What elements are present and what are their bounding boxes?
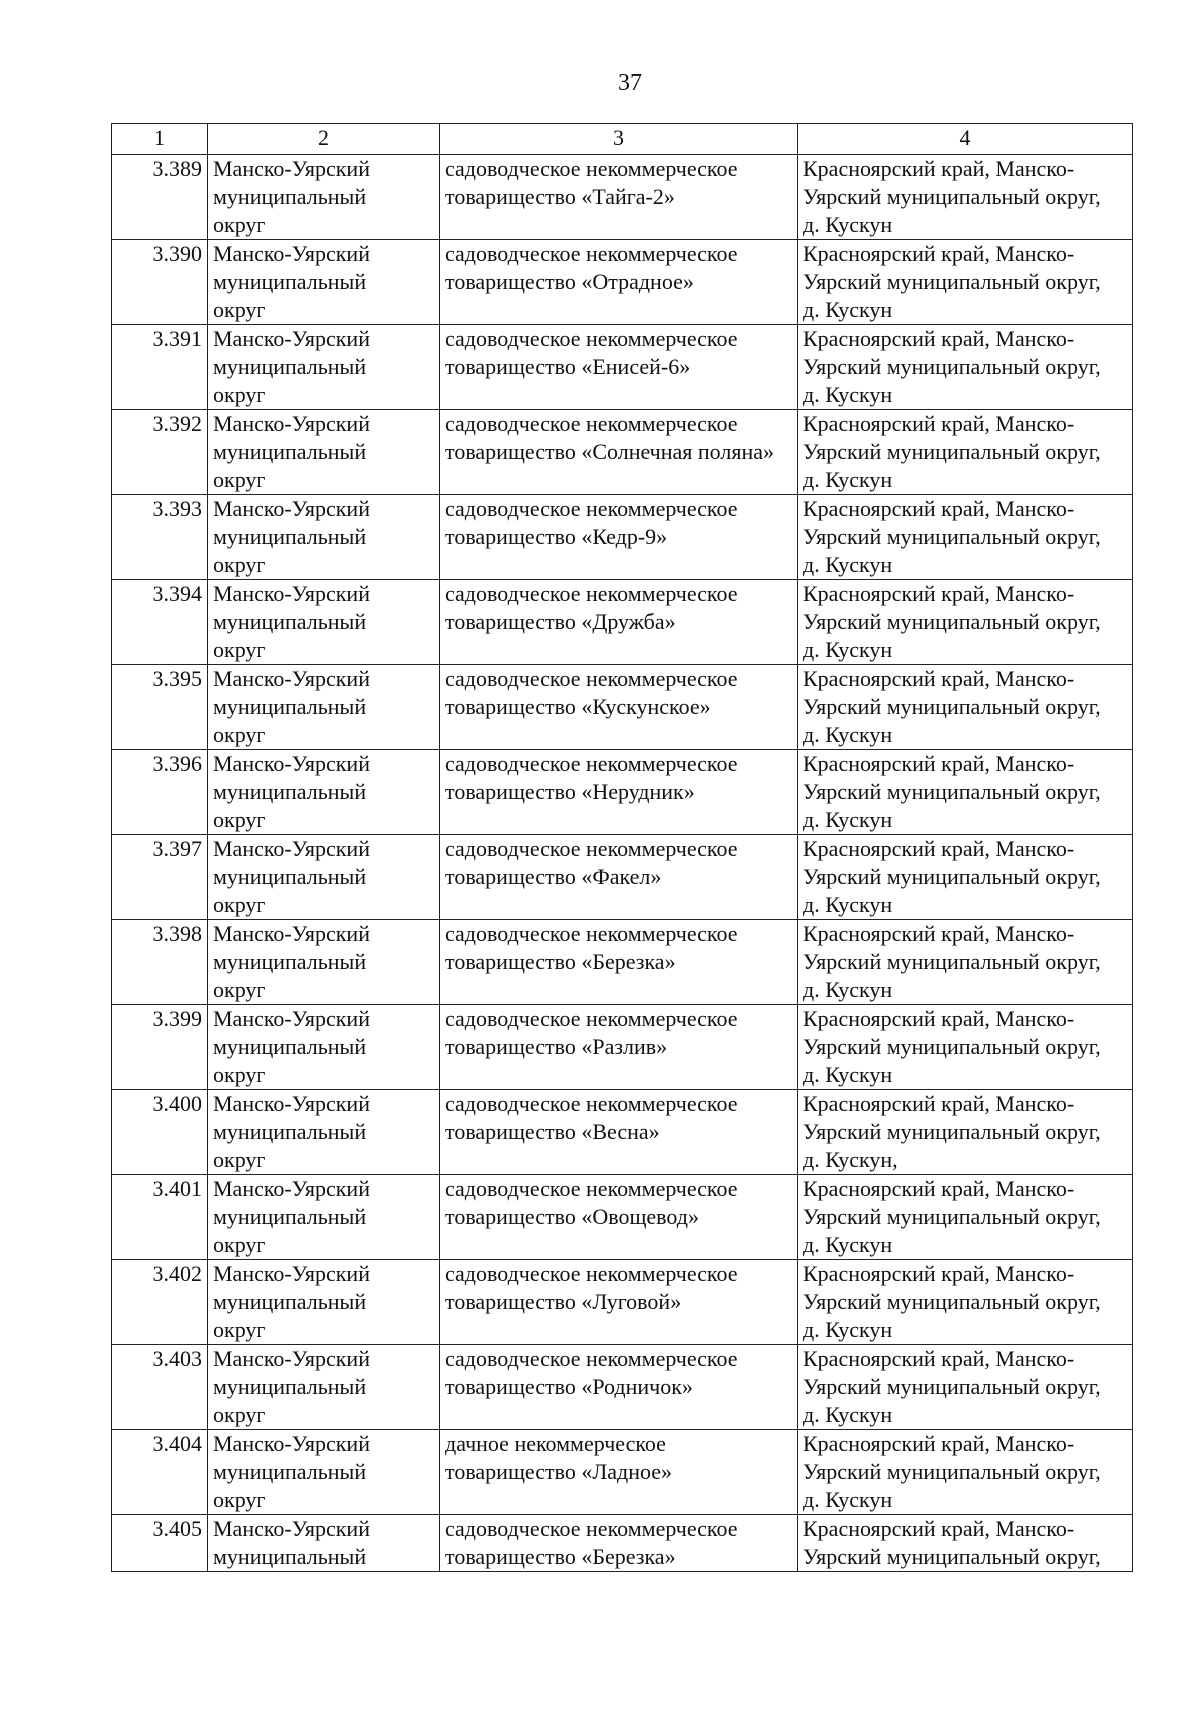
organization-cell xyxy=(440,495,798,580)
table-row xyxy=(112,920,1133,1005)
table-row xyxy=(112,1090,1133,1175)
table-row xyxy=(112,1345,1133,1430)
address-cell xyxy=(798,1260,1133,1345)
address-cell-line: д. Кускун xyxy=(803,722,893,747)
district-cell-line: Манско-Уярский xyxy=(213,1431,370,1456)
organization-cell-line: товарищество «Разлив» xyxy=(445,1034,668,1059)
address-cell xyxy=(798,1345,1133,1430)
district-cell xyxy=(208,1430,440,1515)
organization-cell-line: садоводческое некоммерческое xyxy=(445,156,738,181)
organization-cell-line: товарищество «Ладное» xyxy=(445,1459,673,1484)
address-cell xyxy=(798,1175,1133,1260)
address-cell-line: Уярский муниципальный округ, xyxy=(803,1544,1101,1569)
organization-cell-line: садоводческое некоммерческое xyxy=(445,411,738,436)
district-cell-line: округ xyxy=(213,382,266,407)
district-cell-line: Манско-Уярский xyxy=(213,836,370,861)
column-header-row xyxy=(112,124,1133,155)
organization-cell-line: товарищество «Березка» xyxy=(445,1544,676,1569)
address-cell-line: д. Кускун xyxy=(803,297,893,322)
district-cell-line: муниципальный xyxy=(213,354,367,379)
district-cell-line: муниципальный xyxy=(213,1289,367,1314)
district-cell-line: округ xyxy=(213,1062,266,1087)
address-cell xyxy=(798,1090,1133,1175)
address-cell xyxy=(798,240,1133,325)
district-cell xyxy=(208,1260,440,1345)
address-cell-line: д. Кускун xyxy=(803,212,893,237)
address-cell xyxy=(798,920,1133,1005)
district-cell-line: округ xyxy=(213,977,266,1002)
district-cell-line: Манско-Уярский xyxy=(213,581,370,606)
address-cell-line: Красноярский край, Манско- xyxy=(803,581,1075,606)
organization-cell xyxy=(440,410,798,495)
district-cell xyxy=(208,410,440,495)
district-cell-line: муниципальный xyxy=(213,439,367,464)
district-cell xyxy=(208,495,440,580)
district-cell-line: округ xyxy=(213,212,266,237)
organization-cell xyxy=(440,1005,798,1090)
organization-cell xyxy=(440,665,798,750)
table-row xyxy=(112,665,1133,750)
organization-cell xyxy=(440,325,798,410)
organization-cell-line: садоводческое некоммерческое xyxy=(445,1346,738,1371)
table-row xyxy=(112,325,1133,410)
address-cell-line: Красноярский край, Манско- xyxy=(803,836,1075,861)
district-cell-line: Манско-Уярский xyxy=(213,1346,370,1371)
organization-cell-line: товарищество «Кедр-9» xyxy=(445,524,668,549)
organization-cell-line: товарищество «Родничок» xyxy=(445,1374,693,1399)
organization-cell-line: садоводческое некоммерческое xyxy=(445,1516,738,1541)
organization-cell-line: садоводческое некоммерческое xyxy=(445,326,738,351)
district-cell-line: округ xyxy=(213,467,266,492)
row-number: 3.395 xyxy=(112,665,208,750)
table-row xyxy=(112,580,1133,665)
address-cell-line: Красноярский край, Манско- xyxy=(803,1516,1075,1541)
district-cell xyxy=(208,665,440,750)
organization-cell-line: товарищество «Луговой» xyxy=(445,1289,682,1314)
district-cell-line: муниципальный xyxy=(213,609,367,634)
organization-cell-line: садоводческое некоммерческое xyxy=(445,1091,738,1116)
district-cell-line: Манско-Уярский xyxy=(213,751,370,776)
organization-cell xyxy=(440,920,798,1005)
address-cell-line: Уярский муниципальный округ, xyxy=(803,949,1101,974)
district-cell-line: Манско-Уярский xyxy=(213,241,370,266)
district-cell-line: Манско-Уярский xyxy=(213,666,370,691)
row-number: 3.399 xyxy=(112,1005,208,1090)
district-cell-line: округ xyxy=(213,637,266,662)
row-number: 3.398 xyxy=(112,920,208,1005)
organization-cell-line: товарищество «Нерудник» xyxy=(445,779,695,804)
address-cell-line: д. Кускун xyxy=(803,552,893,577)
organization-cell xyxy=(440,1515,798,1572)
organization-cell-line: дачное некоммерческое xyxy=(445,1431,666,1456)
district-cell-line: округ xyxy=(213,1232,266,1257)
address-cell-line: д. Кускун xyxy=(803,1487,893,1512)
district-cell xyxy=(208,920,440,1005)
district-cell-line: округ xyxy=(213,807,266,832)
row-number: 3.400 xyxy=(112,1090,208,1175)
row-number: 3.392 xyxy=(112,410,208,495)
organization-cell-line: садоводческое некоммерческое xyxy=(445,1176,738,1201)
district-cell-line: округ xyxy=(213,722,266,747)
organization-cell-line: товарищество «Отрадное» xyxy=(445,269,694,294)
district-cell-line: округ xyxy=(213,297,266,322)
organization-cell-line: товарищество «Солнечная поляна» xyxy=(445,439,775,464)
organization-cell-line: товарищество «Весна» xyxy=(445,1119,660,1144)
district-cell-line: округ xyxy=(213,552,266,577)
organization-cell-line: садоводческое некоммерческое xyxy=(445,921,738,946)
district-cell-line: муниципальный xyxy=(213,694,367,719)
organization-cell xyxy=(440,835,798,920)
table-row xyxy=(112,1430,1133,1515)
address-cell-line: д. Кускун xyxy=(803,637,893,662)
page-number: 37 xyxy=(618,70,642,96)
district-cell xyxy=(208,325,440,410)
district-cell-line: Манско-Уярский xyxy=(213,496,370,521)
district-cell-line: Манско-Уярский xyxy=(213,156,370,181)
district-cell-line: муниципальный xyxy=(213,864,367,889)
address-cell-line: д. Кускун xyxy=(803,807,893,832)
address-cell-line: д. Кускун xyxy=(803,1062,893,1087)
district-cell-line: муниципальный xyxy=(213,184,367,209)
address-cell-line: Уярский муниципальный округ, xyxy=(803,1119,1101,1144)
address-cell xyxy=(798,1430,1133,1515)
address-cell-line: Красноярский край, Манско- xyxy=(803,1006,1075,1031)
organization-cell-line: садоводческое некоммерческое xyxy=(445,836,738,861)
address-cell-line: Уярский муниципальный округ, xyxy=(803,354,1101,379)
address-cell-line: д. Кускун xyxy=(803,977,893,1002)
organization-cell-line: товарищество «Березка» xyxy=(445,949,676,974)
district-cell-line: округ xyxy=(213,1487,266,1512)
address-cell-line: д. Кускун xyxy=(803,892,893,917)
table-row xyxy=(112,1515,1133,1572)
address-cell-line: д. Кускун xyxy=(803,467,893,492)
organization-cell-line: садоводческое некоммерческое xyxy=(445,581,738,606)
row-number: 3.393 xyxy=(112,495,208,580)
column-header-3: 3 xyxy=(440,124,798,155)
organization-cell xyxy=(440,1175,798,1260)
table-row xyxy=(112,750,1133,835)
district-cell xyxy=(208,835,440,920)
row-number: 3.402 xyxy=(112,1260,208,1345)
address-cell-line: Уярский муниципальный округ, xyxy=(803,1459,1101,1484)
address-cell-line: Уярский муниципальный округ, xyxy=(803,779,1101,804)
table-row xyxy=(112,1260,1133,1345)
address-cell-line: Уярский муниципальный округ, xyxy=(803,609,1101,634)
district-cell-line: муниципальный xyxy=(213,779,367,804)
address-cell-line: Красноярский край, Манско- xyxy=(803,666,1075,691)
district-cell-line: Манско-Уярский xyxy=(213,1516,370,1541)
row-number: 3.405 xyxy=(112,1515,208,1572)
row-number: 3.403 xyxy=(112,1345,208,1430)
address-cell-line: Красноярский край, Манско- xyxy=(803,411,1075,436)
address-cell-line: Уярский муниципальный округ, xyxy=(803,439,1101,464)
column-header-2: 2 xyxy=(208,124,440,155)
district-cell xyxy=(208,155,440,240)
address-cell xyxy=(798,1005,1133,1090)
address-cell-line: Уярский муниципальный округ, xyxy=(803,184,1101,209)
registry-table xyxy=(111,123,1133,1572)
district-cell xyxy=(208,240,440,325)
address-cell-line: Уярский муниципальный округ, xyxy=(803,524,1101,549)
organization-cell-line: товарищество «Факел» xyxy=(445,864,662,889)
address-cell-line: Уярский муниципальный округ, xyxy=(803,1289,1101,1314)
address-cell-line: Уярский муниципальный округ, xyxy=(803,1374,1101,1399)
district-cell-line: округ xyxy=(213,1147,266,1172)
organization-cell xyxy=(440,155,798,240)
address-cell-line: Красноярский край, Манско- xyxy=(803,1176,1075,1201)
organization-cell-line: садоводческое некоммерческое xyxy=(445,666,738,691)
address-cell xyxy=(798,835,1133,920)
organization-cell xyxy=(440,1345,798,1430)
address-cell-line: Красноярский край, Манско- xyxy=(803,496,1075,521)
column-header-4: 4 xyxy=(798,124,1133,155)
district-cell-line: муниципальный xyxy=(213,1034,367,1059)
address-cell xyxy=(798,410,1133,495)
address-cell-line: Красноярский край, Манско- xyxy=(803,1431,1075,1456)
district-cell xyxy=(208,580,440,665)
district-cell-line: округ xyxy=(213,892,266,917)
address-cell-line: д. Кускун xyxy=(803,1317,893,1342)
organization-cell-line: садоводческое некоммерческое xyxy=(445,751,738,776)
organization-cell-line: товарищество «Енисей-6» xyxy=(445,354,691,379)
organization-cell-line: садоводческое некоммерческое xyxy=(445,1006,738,1031)
address-cell-line: Красноярский край, Манско- xyxy=(803,751,1075,776)
district-cell-line: муниципальный xyxy=(213,949,367,974)
table-row xyxy=(112,1175,1133,1260)
address-cell-line: Красноярский край, Манско- xyxy=(803,241,1075,266)
address-cell-line: д. Кускун xyxy=(803,382,893,407)
organization-cell-line: товарищество «Тайга-2» xyxy=(445,184,675,209)
organization-cell-line: товарищество «Овощевод» xyxy=(445,1204,699,1229)
district-cell-line: округ xyxy=(213,1402,266,1427)
table-row xyxy=(112,155,1133,240)
address-cell-line: д. Кускун, xyxy=(803,1147,898,1172)
row-number: 3.396 xyxy=(112,750,208,835)
address-cell xyxy=(798,665,1133,750)
district-cell-line: Манско-Уярский xyxy=(213,1261,370,1286)
district-cell xyxy=(208,1175,440,1260)
organization-cell xyxy=(440,1260,798,1345)
organization-cell xyxy=(440,1430,798,1515)
address-cell-line: Красноярский край, Манско- xyxy=(803,156,1075,181)
district-cell-line: муниципальный xyxy=(213,1204,367,1229)
district-cell xyxy=(208,1345,440,1430)
address-cell-line: д. Кускун xyxy=(803,1232,893,1257)
row-number: 3.391 xyxy=(112,325,208,410)
district-cell-line: муниципальный xyxy=(213,524,367,549)
organization-cell-line: товарищество «Дружба» xyxy=(445,609,676,634)
table-row xyxy=(112,1005,1133,1090)
row-number: 3.394 xyxy=(112,580,208,665)
address-cell-line: Уярский муниципальный округ, xyxy=(803,694,1101,719)
district-cell xyxy=(208,1515,440,1572)
table-row xyxy=(112,410,1133,495)
organization-cell xyxy=(440,240,798,325)
district-cell-line: Манско-Уярский xyxy=(213,411,370,436)
organization-cell-line: садоводческое некоммерческое xyxy=(445,496,738,521)
address-cell-line: Уярский муниципальный округ, xyxy=(803,864,1101,889)
organization-cell-line: садоводческое некоммерческое xyxy=(445,1261,738,1286)
district-cell xyxy=(208,1090,440,1175)
address-cell xyxy=(798,325,1133,410)
district-cell-line: Манско-Уярский xyxy=(213,1091,370,1116)
address-cell-line: Красноярский край, Манско- xyxy=(803,921,1075,946)
address-cell-line: Красноярский край, Манско- xyxy=(803,1346,1075,1371)
district-cell-line: муниципальный xyxy=(213,1459,367,1484)
district-cell-line: Манско-Уярский xyxy=(213,326,370,351)
district-cell-line: Манско-Уярский xyxy=(213,1006,370,1031)
row-number: 3.397 xyxy=(112,835,208,920)
address-cell-line: Красноярский край, Манско- xyxy=(803,1261,1075,1286)
district-cell-line: Манско-Уярский xyxy=(213,921,370,946)
address-cell-line: Уярский муниципальный округ, xyxy=(803,1204,1101,1229)
address-cell-line: Красноярский край, Манско- xyxy=(803,326,1075,351)
row-number: 3.389 xyxy=(112,155,208,240)
organization-cell xyxy=(440,1090,798,1175)
address-cell xyxy=(798,580,1133,665)
district-cell-line: муниципальный xyxy=(213,1544,367,1569)
district-cell xyxy=(208,750,440,835)
address-cell-line: Уярский муниципальный округ, xyxy=(803,1034,1101,1059)
organization-cell-line: товарищество «Кускунское» xyxy=(445,694,711,719)
district-cell-line: муниципальный xyxy=(213,1119,367,1144)
district-cell-line: муниципальный xyxy=(213,269,367,294)
row-number: 3.404 xyxy=(112,1430,208,1515)
column-header-1: 1 xyxy=(112,124,208,155)
district-cell-line: муниципальный xyxy=(213,1374,367,1399)
organization-cell xyxy=(440,580,798,665)
address-cell-line: Уярский муниципальный округ, xyxy=(803,269,1101,294)
row-number: 3.401 xyxy=(112,1175,208,1260)
district-cell xyxy=(208,1005,440,1090)
address-cell-line: д. Кускун xyxy=(803,1402,893,1427)
table-row xyxy=(112,495,1133,580)
row-number: 3.390 xyxy=(112,240,208,325)
address-cell xyxy=(798,750,1133,835)
address-cell xyxy=(798,495,1133,580)
address-cell-line: Красноярский край, Манско- xyxy=(803,1091,1075,1116)
table-row xyxy=(112,240,1133,325)
organization-cell-line: садоводческое некоммерческое xyxy=(445,241,738,266)
table-row xyxy=(112,835,1133,920)
district-cell-line: Манско-Уярский xyxy=(213,1176,370,1201)
organization-cell xyxy=(440,750,798,835)
address-cell xyxy=(798,155,1133,240)
address-cell xyxy=(798,1515,1133,1572)
district-cell-line: округ xyxy=(213,1317,266,1342)
